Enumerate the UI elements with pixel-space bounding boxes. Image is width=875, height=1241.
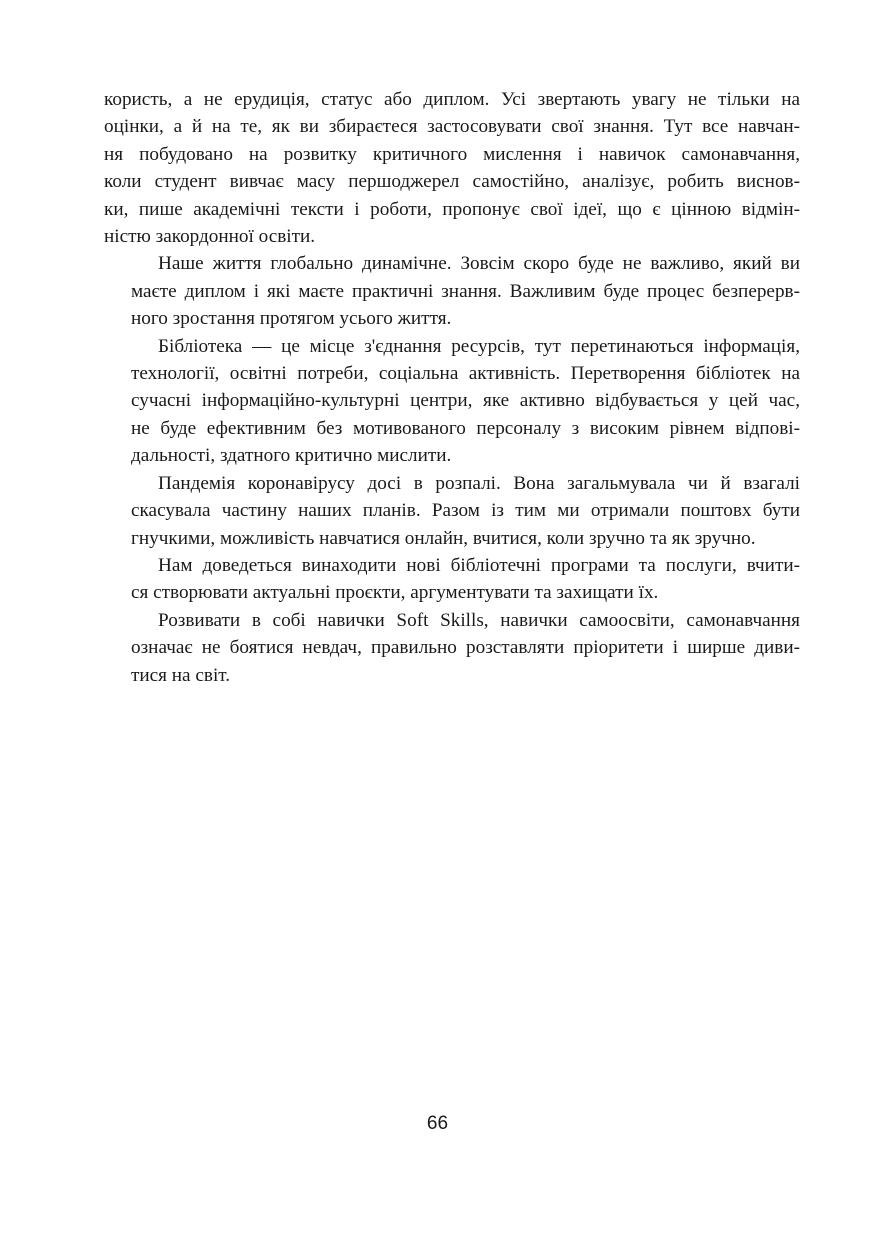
paragraph-line: скасувала частину наших планів. Разом із тим ми отримали поштовх бути [131,500,800,522]
paragraph-1 [104,86,800,250]
paragraph-line: коли студент вивчає масу першоджерел самостійно, аналізує, робить виснов- [104,171,800,193]
paragraph-5 [104,552,800,607]
paragraph-line: Розвивати в собі навички Soft Skills, навички самоосвіти, самонавчання [158,609,800,631]
paragraph-line: сучасні інформаційно-культурні центри, яке активно відбувається у цей час, [131,390,800,412]
paragraph-line: Бібліотека — це місце з'єднання ресурсів, тут перетинаються інформація, [158,335,800,357]
paragraph-line: ся створювати актуальні проєкти, аргументувати та захищати їх. [131,582,659,604]
paragraph-3 [104,333,800,470]
paragraph-line: технології, освітні потреби, соціальна активність. Перетворення бібліотек на [131,363,800,385]
paragraph-line: Наше життя глобально динамічне. Зовсім скоро буде не важливо, який ви [158,253,800,275]
paragraph-line: маєте диплом і які маєте практичні знання. Важливим буде процес безперерв- [131,280,800,302]
paragraph-line: не буде ефективним без мотивованого персоналу з високим рівнем відпові- [131,417,800,439]
paragraph-line: гнучкими, можливість навчатися онлайн, вчитися, коли зручно та як зручно. [131,527,756,549]
paragraph-line: ки, пише академічні тексти і роботи, пропонує свої ідеї, що є цінною відмін- [104,198,800,220]
paragraph-line: дальності, здатного критично мислити. [131,445,452,467]
paragraph-line: ного зростання протягом усього життя. [131,308,452,330]
page-number: 66 [426,1113,449,1134]
paragraph-line: ня побудовано на розвитку критичного мислення і навичок самонавчання, [104,143,800,165]
paragraph-4 [104,470,800,552]
paragraph-2 [104,250,800,332]
paragraph-line: Пандемія коронавірусу досі в розпалі. Вона загальмувала чи й взагалі [158,472,800,494]
paragraph-line: Нам доведеться винаходити нові бібліотечні програми та послуги, вчити- [158,554,800,576]
paragraph-6 [104,607,800,689]
paragraph-line: тися на світ. [131,664,231,686]
body-text [104,86,800,689]
paragraph-line: оцінки, а й на те, як ви збираєтеся застосовувати свої знання. Тут все навчан- [104,116,800,138]
paragraph-line: користь, а не ерудиція, статус або диплом. Усі звертають увагу не тільки на [104,89,800,110]
paragraph-line: означає не боятися невдач, правильно розставляти пріоритети і ширше диви- [131,637,800,659]
paragraph-line: ністю закордонної освіти. [104,226,316,248]
